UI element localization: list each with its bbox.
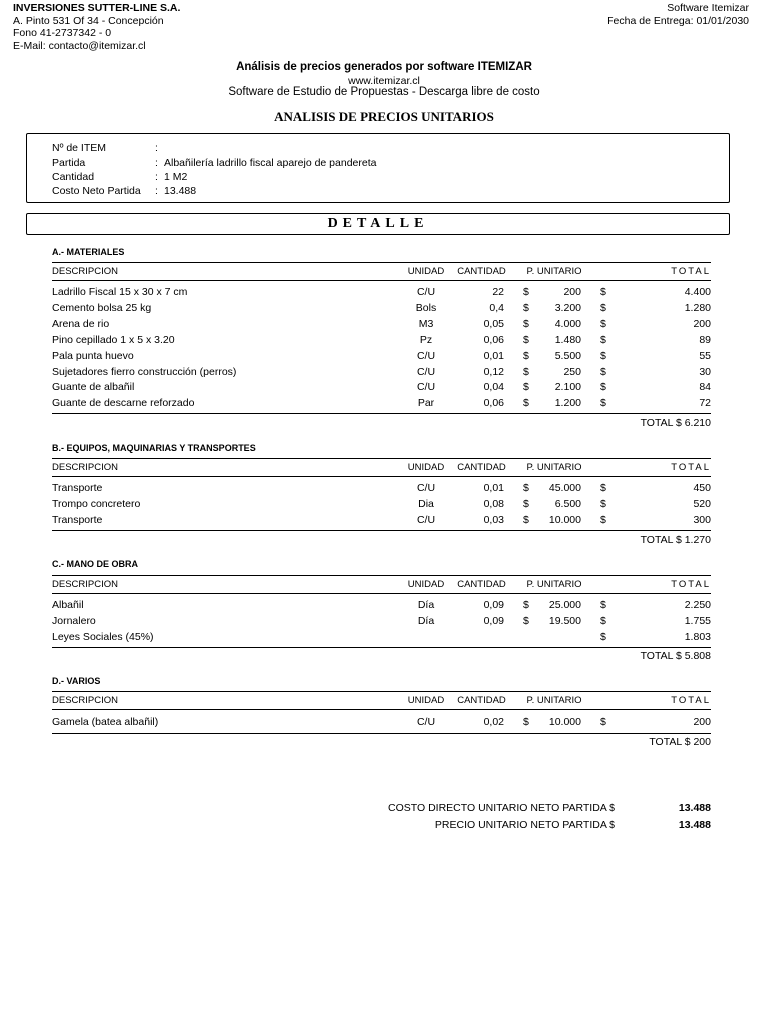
row-desc: Pino cepillado 1 x 5 x 3.20 — [52, 333, 175, 346]
row-qty: 0,05 — [483, 317, 504, 330]
row-unit: Par — [417, 397, 435, 410]
header-desc: DESCRIPCION — [52, 462, 118, 473]
row-unit: Dia — [418, 497, 434, 510]
row-total: 200 — [693, 716, 711, 728]
row-desc: Cemento bolsa 25 kg — [52, 301, 152, 314]
info-value: 1 M2 — [164, 171, 188, 183]
row-qty: 0,01 — [483, 349, 504, 362]
row-pu-currency: $ — [523, 497, 529, 510]
row-pu: 3.200 — [554, 301, 581, 314]
row-qty: 0,01 — [483, 482, 504, 494]
row-desc: Gamela (batea albañil) — [52, 716, 159, 728]
row-desc: Albañil — [52, 599, 84, 611]
row-total-currency: $ — [600, 614, 606, 627]
info-value: 13.488 — [164, 185, 197, 197]
row-desc: Guante de descarne reforzado — [52, 397, 195, 410]
table-header — [52, 262, 711, 281]
row-qty: 0,08 — [483, 497, 504, 510]
row-pu: 1.480 — [554, 333, 581, 346]
section-divider — [52, 733, 711, 734]
row-total-currency: $ — [600, 482, 606, 494]
detalle-banner: DETALLE — [26, 213, 730, 235]
row-pu: 19.500 — [548, 614, 581, 627]
row-unit: M3 — [418, 317, 434, 330]
row-total-currency: $ — [600, 599, 606, 611]
row-unit: C/U — [416, 286, 436, 298]
header-total: TOTAL — [671, 579, 711, 590]
section-title: B.- EQUIPOS, MAQUINARIAS Y TRANSPORTES — [52, 443, 256, 453]
row-total: 89 — [699, 333, 711, 346]
item-info-box — [26, 133, 730, 203]
table-row — [52, 348, 711, 364]
row-desc: Arena de rio — [52, 317, 110, 330]
row-desc: Sujetadores fierro construcción (perros) — [52, 365, 237, 378]
row-pu-currency: $ — [523, 349, 529, 362]
row-total-currency: $ — [600, 381, 606, 394]
header-unit: UNIDAD — [407, 462, 445, 473]
section-total: TOTAL $ 6.210 — [640, 417, 711, 429]
row-pu-currency: $ — [523, 365, 529, 378]
row-total-currency: $ — [600, 286, 606, 298]
top-right-info — [607, 2, 749, 27]
row-pu-currency: $ — [523, 286, 529, 298]
row-total-currency: $ — [600, 349, 606, 362]
info-label: Partida — [52, 157, 86, 169]
row-unit: C/U — [416, 381, 436, 394]
table-row — [52, 480, 711, 496]
row-unit: Bols — [415, 301, 437, 314]
table-row — [52, 379, 711, 395]
row-total-currency: $ — [600, 301, 606, 314]
row-total: 72 — [699, 397, 711, 410]
header-pu: P. UNITARIO — [526, 266, 582, 277]
row-total-currency: $ — [600, 716, 606, 728]
row-unit: C/U — [416, 365, 436, 378]
row-pu: 200 — [563, 286, 581, 298]
summary-costo-directo — [388, 800, 711, 816]
header-pu: P. UNITARIO — [526, 695, 582, 706]
company-info — [13, 2, 180, 52]
row-total: 1.803 — [684, 630, 711, 643]
header-desc: DESCRIPCION — [52, 266, 118, 277]
row-qty: 0,09 — [483, 614, 504, 627]
row-pu: 2.100 — [554, 381, 581, 394]
company-name: INVERSIONES SUTTER-LINE S.A. — [13, 2, 181, 14]
row-pu-currency: $ — [523, 599, 529, 611]
row-total: 1.755 — [684, 614, 711, 627]
table-row — [52, 597, 711, 613]
header-unit: UNIDAD — [407, 266, 445, 277]
row-total-currency: $ — [600, 333, 606, 346]
header-desc: DESCRIPCION — [52, 695, 118, 706]
row-total-currency: $ — [600, 630, 606, 643]
row-total: 4.400 — [684, 286, 711, 298]
report-title: Análisis de precios generados por software ITEMIZAR — [236, 61, 532, 73]
header-pu: P. UNITARIO — [526, 462, 582, 473]
row-qty: 0,12 — [483, 365, 504, 378]
info-separator: : — [155, 185, 158, 197]
row-pu: 10.000 — [548, 513, 581, 526]
row-desc: Jornalero — [52, 614, 96, 627]
table-header — [52, 691, 711, 710]
row-qty: 0,4 — [489, 301, 504, 314]
row-qty: 0,06 — [483, 397, 504, 410]
summary-label: COSTO DIRECTO UNITARIO NETO PARTIDA $ — [388, 802, 615, 814]
row-desc: Guante de albañil — [52, 381, 135, 394]
row-pu: 250 — [563, 365, 581, 378]
row-pu-currency: $ — [523, 381, 529, 394]
row-total: 55 — [699, 349, 711, 362]
row-unit: C/U — [416, 349, 436, 362]
row-qty: 0,02 — [483, 716, 504, 728]
row-total-currency: $ — [600, 513, 606, 526]
section-divider — [52, 647, 711, 648]
row-pu-currency: $ — [523, 513, 529, 526]
delivery-date: Fecha de Entrega: 01/01/2030 — [607, 14, 749, 27]
table-row — [52, 300, 711, 316]
row-pu-currency: $ — [523, 317, 529, 330]
info-separator: : — [155, 171, 158, 183]
row-desc: Transporte — [52, 482, 103, 494]
row-desc: Leyes Sociales (45%) — [52, 630, 154, 643]
header-pu: P. UNITARIO — [526, 579, 582, 590]
table-header — [52, 575, 711, 594]
row-pu-currency: $ — [523, 482, 529, 494]
header-total: TOTAL — [671, 462, 711, 473]
row-unit: C/U — [416, 513, 436, 526]
website-link[interactable]: www.itemizar.cl — [348, 75, 420, 87]
row-pu-currency: $ — [523, 614, 529, 627]
row-pu-currency: $ — [523, 397, 529, 410]
row-unit: Día — [417, 614, 435, 627]
table-row — [52, 364, 711, 380]
row-unit: Día — [417, 599, 435, 611]
row-qty: 0,06 — [483, 333, 504, 346]
section-title: C.- MANO DE OBRA — [52, 559, 138, 569]
info-separator: : — [155, 157, 158, 169]
row-total: 520 — [693, 497, 711, 510]
table-row — [52, 284, 711, 300]
row-total: 1.280 — [684, 301, 711, 314]
row-total: 200 — [693, 317, 711, 330]
row-pu: 45.000 — [548, 482, 581, 494]
software-label: Software Itemizar — [667, 2, 749, 14]
header-total: TOTAL — [671, 695, 711, 706]
header-unit: UNIDAD — [407, 695, 445, 706]
row-unit: C/U — [416, 716, 436, 728]
company-email: E-Mail: contacto@itemizar.cl — [13, 39, 146, 52]
summary-precio-unitario — [435, 817, 711, 833]
row-qty: 22 — [492, 286, 504, 298]
table-row — [52, 613, 711, 629]
info-label: Nº de ITEM — [52, 142, 107, 154]
table-row — [52, 512, 711, 528]
analysis-heading: ANALISIS DE PRECIOS UNITARIOS — [274, 109, 494, 124]
row-desc: Trompo concretero — [52, 497, 141, 510]
header-total: TOTAL — [671, 266, 711, 277]
row-qty: 0,09 — [483, 599, 504, 611]
row-pu-currency: $ — [523, 716, 529, 728]
row-total-currency: $ — [600, 365, 606, 378]
row-qty: 0,03 — [483, 513, 504, 526]
section-total: TOTAL $ 200 — [649, 736, 711, 748]
report-subtitle: Software de Estudio de Propuestas - Descarga libre de costo — [228, 86, 540, 98]
summary-value: 13.488 — [678, 819, 711, 831]
info-label: Cantidad — [52, 171, 95, 183]
section-divider — [52, 413, 711, 414]
row-total: 450 — [693, 482, 711, 494]
header-desc: DESCRIPCION — [52, 579, 118, 590]
row-total: 2.250 — [684, 599, 711, 611]
summary-label: PRECIO UNITARIO NETO PARTIDA $ — [434, 819, 615, 831]
row-pu: 4.000 — [554, 317, 581, 330]
header-unit: UNIDAD — [407, 579, 445, 590]
row-total: 300 — [693, 513, 711, 526]
row-pu: 6.500 — [554, 497, 581, 510]
row-total: 84 — [699, 381, 711, 394]
row-desc: Pala punta huevo — [52, 349, 134, 362]
section-total: TOTAL $ 1.270 — [640, 534, 711, 546]
table-row — [52, 714, 711, 730]
header-qty: CANTIDAD — [457, 695, 506, 706]
row-total-currency: $ — [600, 317, 606, 330]
table-row — [52, 395, 711, 411]
row-desc: Transporte — [52, 513, 103, 526]
header-qty: CANTIDAD — [457, 266, 506, 277]
header-qty: CANTIDAD — [457, 579, 506, 590]
summary-value: 13.488 — [678, 802, 711, 814]
row-qty: 0,04 — [483, 381, 504, 394]
header-qty: CANTIDAD — [457, 462, 506, 473]
section-title: D.- VARIOS — [52, 676, 101, 686]
row-total-currency: $ — [600, 397, 606, 410]
row-desc: Ladrillo Fiscal 15 x 30 x 7 cm — [52, 286, 188, 298]
row-pu-currency: $ — [523, 301, 529, 314]
row-pu: 25.000 — [548, 599, 581, 611]
info-value: Albañilería ladrillo fiscal aparejo de pandereta — [164, 157, 377, 169]
company-address: A. Pinto 531 Of 34 - Concepción — [13, 14, 164, 27]
table-row — [52, 316, 711, 332]
row-unit: Pz — [419, 333, 433, 346]
section-title: A.- MATERIALES — [52, 247, 125, 257]
row-pu: 5.500 — [554, 349, 581, 362]
table-header — [52, 458, 711, 477]
row-pu-currency: $ — [523, 333, 529, 346]
table-row — [52, 332, 711, 348]
section-total: TOTAL $ 5.808 — [640, 650, 711, 662]
row-total-currency: $ — [600, 497, 606, 510]
row-pu: 10.000 — [548, 716, 581, 728]
info-separator: : — [155, 142, 158, 154]
row-unit: C/U — [416, 482, 436, 494]
section-divider — [52, 530, 711, 531]
company-phone: Fono 41-2737342 - 0 — [13, 27, 112, 39]
table-row — [52, 629, 711, 645]
row-pu: 1.200 — [554, 397, 581, 410]
table-row — [52, 496, 711, 512]
info-label: Costo Neto Partida — [52, 185, 141, 197]
row-total: 30 — [699, 365, 711, 378]
